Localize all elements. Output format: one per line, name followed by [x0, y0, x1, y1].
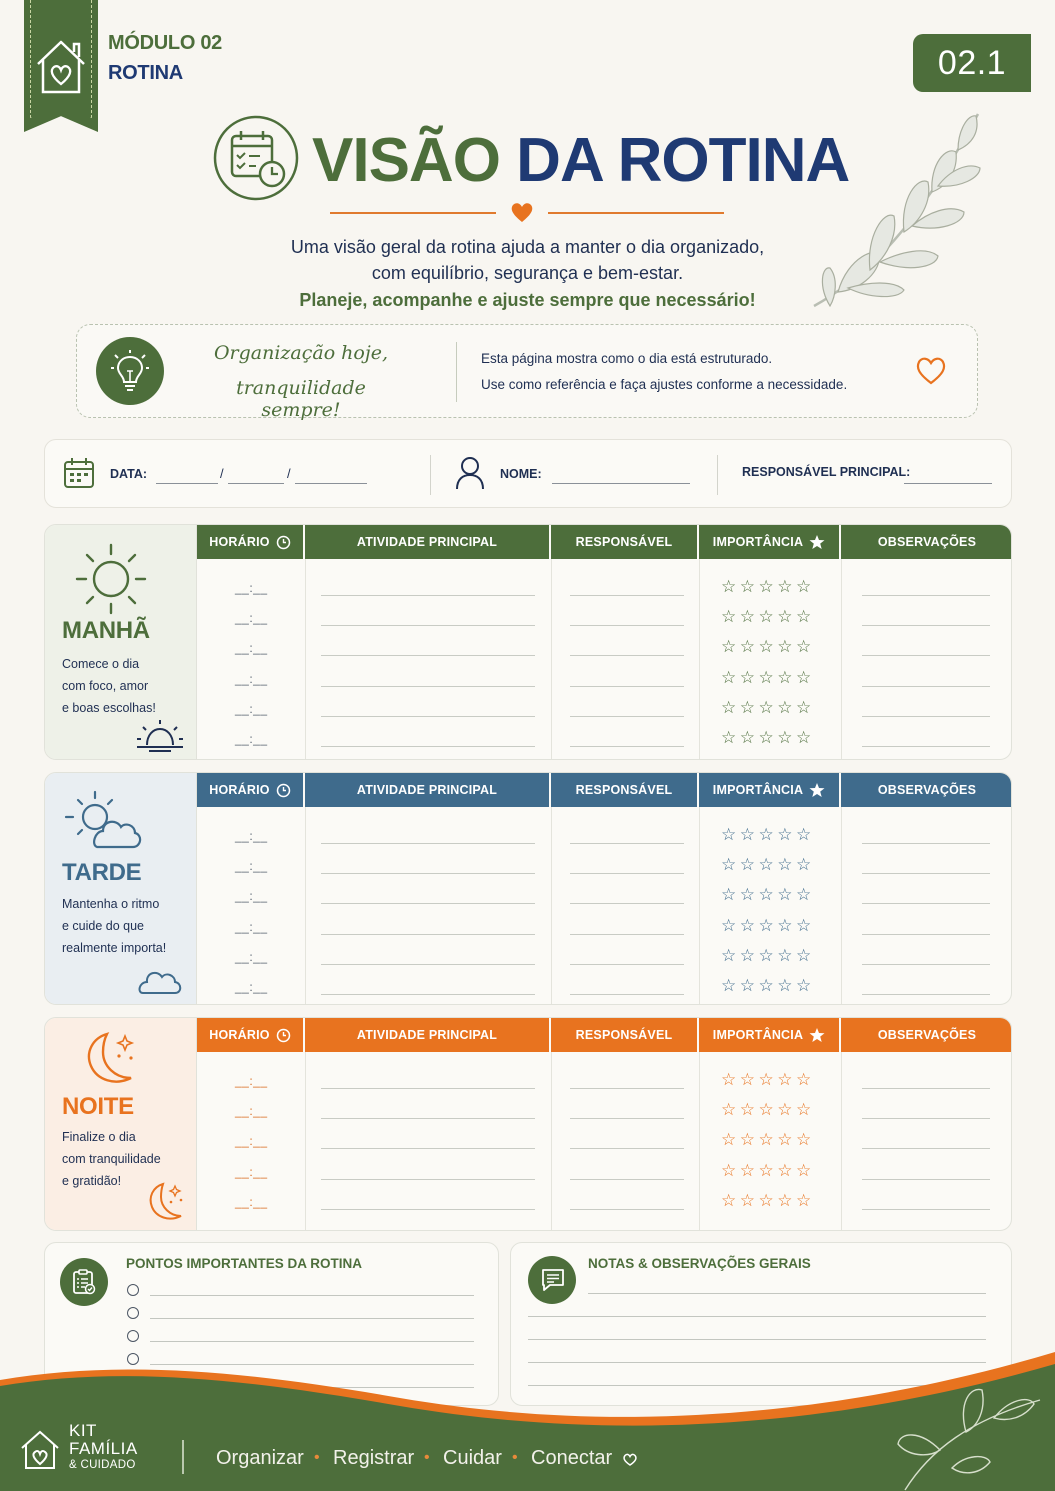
activity-field[interactable]: [321, 1088, 535, 1089]
intro-line-3: Planeje, acompanhe e ajuste sempre que necessário!: [299, 290, 756, 310]
importance-rating[interactable]: ☆☆☆☆☆: [721, 885, 815, 905]
column-header-time: HORÁRIO: [197, 1018, 305, 1052]
responsible-field[interactable]: [570, 1209, 684, 1210]
ribbon-stitching: [30, 0, 92, 118]
column-header-time: HORÁRIO: [197, 525, 305, 559]
notes-field[interactable]: [862, 1088, 990, 1089]
column-divider: [551, 559, 552, 760]
section-description-line: com foco, amor: [62, 679, 149, 693]
time-slot[interactable]: __:__: [235, 949, 268, 964]
lightbulb-badge: [96, 337, 164, 405]
time-slot[interactable]: __:__: [235, 919, 268, 934]
column-header-activity: ATIVIDADE PRINCIPAL: [305, 1018, 551, 1052]
activity-field[interactable]: [321, 1179, 535, 1180]
column-divider: [699, 807, 700, 1005]
info-divider: [456, 342, 457, 402]
responsible-field[interactable]: [570, 1118, 684, 1119]
section-description-line: Comece o dia: [62, 657, 140, 671]
date-separator: /: [287, 466, 291, 481]
footer-tag-1: Registrar: [333, 1447, 415, 1469]
section-title: TARDE: [62, 859, 142, 886]
responsible-field[interactable]: [570, 1088, 684, 1089]
calendar-clock-icon: [212, 110, 300, 206]
column-divider: [305, 559, 306, 760]
column-divider: [699, 559, 700, 760]
section-description-line: e cuide do que: [62, 919, 145, 933]
column-divider: [305, 1052, 306, 1231]
time-slot[interactable]: __:__: [235, 980, 268, 994]
date-year-field[interactable]: [295, 483, 367, 484]
cloud-icon: [135, 967, 183, 997]
notes-field[interactable]: [862, 934, 990, 935]
responsible-field[interactable]: [570, 655, 684, 656]
column-divider: [551, 1052, 552, 1231]
meta-divider: [717, 455, 718, 495]
column-header-activity: ATIVIDADE PRINCIPAL: [305, 773, 551, 807]
table-header: [197, 1018, 1012, 1052]
sun-cloud-icon: [61, 787, 145, 857]
column-divider: [305, 807, 306, 1005]
importance-rating[interactable]: ☆☆☆☆☆: [721, 1130, 815, 1150]
column-divider: [551, 807, 552, 1005]
title-part-1: VISÃO: [312, 126, 500, 195]
footer-wave: [0, 1340, 1055, 1491]
section-noite: [44, 1017, 1012, 1231]
column-header-time: HORÁRIO: [197, 773, 305, 807]
activity-field[interactable]: [321, 655, 535, 656]
section-side-panel: [45, 773, 197, 1004]
point-checkbox[interactable]: [127, 1284, 139, 1296]
notes-field[interactable]: [862, 1148, 990, 1149]
time-slot[interactable]: __:__: [235, 581, 268, 595]
activity-field[interactable]: [321, 934, 535, 935]
star-icon: [809, 534, 825, 550]
notes-badge: [528, 1256, 576, 1304]
importance-rating[interactable]: ☆☆☆☆☆: [721, 728, 815, 747]
importance-rating[interactable]: ☆☆☆☆☆: [721, 1190, 815, 1210]
importance-rating[interactable]: ☆☆☆☆☆: [721, 855, 815, 875]
column-divider: [841, 559, 842, 760]
time-slot[interactable]: __:__: [235, 641, 268, 656]
responsible-field[interactable]: [570, 843, 684, 844]
info-text-line-1: Esta página mostra como o dia está estruturado.: [481, 351, 773, 366]
importance-rating[interactable]: ☆☆☆☆☆: [721, 1070, 815, 1089]
chat-note-icon: [540, 1267, 566, 1293]
column-header-responsible: RESPONSÁVEL: [551, 1018, 699, 1052]
column-header-activity: ATIVIDADE PRINCIPAL: [305, 525, 551, 559]
notes-line[interactable]: [528, 1316, 986, 1317]
time-slot[interactable]: __:__: [235, 611, 268, 626]
heart-outline-icon: [914, 354, 948, 386]
activity-field[interactable]: [321, 964, 535, 965]
footer-brand-line-2: FAMÍLIA: [69, 1439, 138, 1458]
date-label: DATA:: [110, 467, 148, 481]
clock-icon: [276, 1028, 291, 1043]
responsible-field[interactable]: [570, 686, 684, 687]
notes-field[interactable]: [862, 716, 990, 717]
importance-rating[interactable]: ☆☆☆☆☆: [721, 976, 815, 995]
footer-brand-line-3: & CUIDADO: [69, 1459, 136, 1471]
responsible-field[interactable]: [570, 625, 684, 626]
column-divider: [841, 807, 842, 1005]
importance-rating[interactable]: ☆☆☆☆☆: [721, 697, 815, 717]
date-separator: /: [220, 466, 224, 481]
footer-brand-line-1: KIT: [69, 1421, 97, 1440]
activity-field[interactable]: [321, 903, 535, 904]
title-part-2: DA ROTINA: [516, 126, 850, 195]
column-header-importance: IMPORTÂNCIA: [699, 773, 841, 807]
heart-icon: [508, 200, 536, 224]
activity-field[interactable]: [321, 843, 535, 844]
time-slot[interactable]: __:__: [235, 1164, 268, 1179]
calendar-icon: [62, 456, 96, 490]
footer-heart-icon: [622, 1452, 638, 1467]
importance-rating[interactable]: ☆☆☆☆☆: [721, 577, 815, 596]
responsible-field[interactable]: [570, 595, 684, 596]
column-divider: [699, 1052, 700, 1231]
checklist-badge: [60, 1258, 108, 1306]
time-slot[interactable]: __:__: [235, 1074, 268, 1088]
column-header-responsible: RESPONSÁVEL: [551, 525, 699, 559]
section-title: MANHÃ: [62, 617, 150, 644]
module-label: MÓDULO 02: [108, 32, 222, 54]
meta-divider: [430, 455, 431, 495]
name-label: NOME:: [500, 467, 542, 481]
clock-icon: [276, 535, 291, 550]
time-slot[interactable]: __:__: [235, 701, 268, 716]
notes-field[interactable]: [862, 1179, 990, 1180]
section-side-panel: [45, 1018, 197, 1230]
name-field[interactable]: [552, 483, 690, 484]
importance-rating[interactable]: ☆☆☆☆☆: [721, 667, 815, 687]
moon-stars-icon: [75, 1026, 145, 1096]
section-manha: [44, 524, 1012, 760]
page-title: [312, 124, 849, 198]
notes-field[interactable]: [862, 964, 990, 965]
time-slot[interactable]: __:__: [235, 889, 268, 904]
activity-field[interactable]: [321, 686, 535, 687]
footer-tag-2: Cuidar: [443, 1447, 502, 1469]
section-title: NOITE: [62, 1093, 134, 1120]
clipboard-check-icon: [72, 1269, 96, 1295]
script-slogan-line-2: tranquilidade sempre!: [236, 377, 366, 421]
activity-field[interactable]: [321, 873, 535, 874]
column-header-notes: OBSERVAÇÕES: [841, 1018, 1012, 1052]
notes-field[interactable]: [862, 1209, 990, 1210]
activity-field[interactable]: [321, 746, 535, 747]
footer-separator: •: [424, 1449, 430, 1466]
time-slot[interactable]: __:__: [235, 1104, 268, 1119]
footer-tag-3: Conectar: [531, 1447, 613, 1469]
time-slot[interactable]: __:__: [235, 1134, 268, 1149]
intro-line-1: Uma visão geral da rotina ajuda a manter o dia organizado,: [290, 237, 765, 257]
notes-field[interactable]: [862, 1118, 990, 1119]
column-header-notes: OBSERVAÇÕES: [841, 525, 1012, 559]
module-name: ROTINA: [108, 62, 183, 84]
section-description-line: e boas escolhas!: [62, 701, 156, 715]
star-icon: [809, 1027, 825, 1043]
info-text-line-2: Use como referência e faça ajustes conforme a necessidade.: [481, 377, 848, 392]
section-description-line: Mantenha o ritmo: [62, 897, 160, 911]
activity-field[interactable]: [321, 716, 535, 717]
importance-rating[interactable]: ☆☆☆☆☆: [721, 1160, 815, 1180]
responsible-field[interactable]: [570, 873, 684, 874]
date-month-field[interactable]: [228, 483, 284, 484]
activity-field[interactable]: [321, 1209, 535, 1210]
section-description-line: realmente importa!: [62, 941, 167, 955]
date-day-field[interactable]: [156, 483, 218, 484]
time-slot[interactable]: __:__: [235, 859, 268, 874]
general-notes-title: NOTAS & OBSERVAÇÕES GERAIS: [588, 1256, 811, 1271]
importance-rating[interactable]: ☆☆☆☆☆: [721, 607, 815, 627]
section-side-panel: [45, 525, 197, 759]
section-description-line: Finalize o dia: [62, 1130, 136, 1144]
point-checkbox[interactable]: [127, 1307, 139, 1319]
lightbulb-icon: [110, 349, 150, 393]
responsible-field[interactable]: [570, 746, 684, 747]
table-header: [197, 773, 1012, 807]
responsible-field[interactable]: [570, 903, 684, 904]
responsible-field[interactable]: [570, 1148, 684, 1149]
responsible-field[interactable]: [570, 994, 684, 995]
notes-field[interactable]: [862, 843, 990, 844]
time-slot[interactable]: __:__: [235, 671, 268, 686]
notes-field[interactable]: [862, 994, 990, 995]
notes-field[interactable]: [862, 686, 990, 687]
notes-line[interactable]: [588, 1293, 986, 1294]
section-description-line: com tranquilidade: [62, 1152, 161, 1166]
importance-rating[interactable]: ☆☆☆☆☆: [721, 945, 815, 965]
star-icon: [809, 782, 825, 798]
notes-field[interactable]: [862, 903, 990, 904]
notes-field[interactable]: [862, 625, 990, 626]
importance-rating[interactable]: ☆☆☆☆☆: [721, 637, 815, 657]
importance-rating[interactable]: ☆☆☆☆☆: [721, 1100, 815, 1120]
title-divider-right: [548, 212, 724, 214]
important-points-title: PONTOS IMPORTANTES DA ROTINA: [126, 1256, 363, 1271]
notes-field[interactable]: [862, 595, 990, 596]
time-slot[interactable]: __:__: [235, 829, 268, 843]
title-divider-left: [330, 212, 496, 214]
importance-rating[interactable]: ☆☆☆☆☆: [721, 915, 815, 935]
person-icon: [454, 455, 486, 491]
section-description-line: e gratidão!: [62, 1174, 122, 1188]
activity-field[interactable]: [321, 595, 535, 596]
point-line[interactable]: [150, 1318, 474, 1319]
footer-separator: •: [314, 1449, 320, 1466]
point-line[interactable]: [150, 1295, 474, 1296]
clock-icon: [276, 783, 291, 798]
responsible-field[interactable]: [570, 1179, 684, 1180]
responsible-field[interactable]: [570, 964, 684, 965]
activity-field[interactable]: [321, 1148, 535, 1149]
importance-rating[interactable]: ☆☆☆☆☆: [721, 825, 815, 844]
page-number-badge: 02.1: [913, 34, 1031, 92]
footer-tag-0: Organizar: [216, 1447, 304, 1469]
activity-field[interactable]: [321, 994, 535, 995]
responsible-label: RESPONSÁVEL PRINCIPAL:: [742, 465, 911, 479]
script-slogan-line-1: Organização hoje,: [213, 342, 389, 364]
intro-line-2: com equilíbrio, segurança e bem-estar.: [371, 263, 684, 283]
footer-separator: •: [512, 1449, 518, 1466]
activity-field[interactable]: [321, 625, 535, 626]
sunrise-icon: [135, 719, 185, 753]
responsible-field[interactable]: [904, 483, 992, 484]
section-tarde: [44, 772, 1012, 1005]
column-header-notes: OBSERVAÇÕES: [841, 773, 1012, 807]
column-header-importance: IMPORTÂNCIA: [699, 1018, 841, 1052]
column-header-responsible: RESPONSÁVEL: [551, 773, 699, 807]
sun-icon: [71, 539, 151, 619]
responsible-field[interactable]: [570, 934, 684, 935]
table-header: [197, 525, 1012, 559]
responsible-field[interactable]: [570, 716, 684, 717]
notes-field[interactable]: [862, 873, 990, 874]
activity-field[interactable]: [321, 1118, 535, 1119]
time-slot[interactable]: __:__: [235, 732, 268, 746]
notes-field[interactable]: [862, 655, 990, 656]
column-header-importance: IMPORTÂNCIA: [699, 525, 841, 559]
column-divider: [841, 1052, 842, 1231]
leaf-branch-icon: [808, 106, 998, 316]
notes-field[interactable]: [862, 746, 990, 747]
time-slot[interactable]: __:__: [235, 1194, 268, 1209]
